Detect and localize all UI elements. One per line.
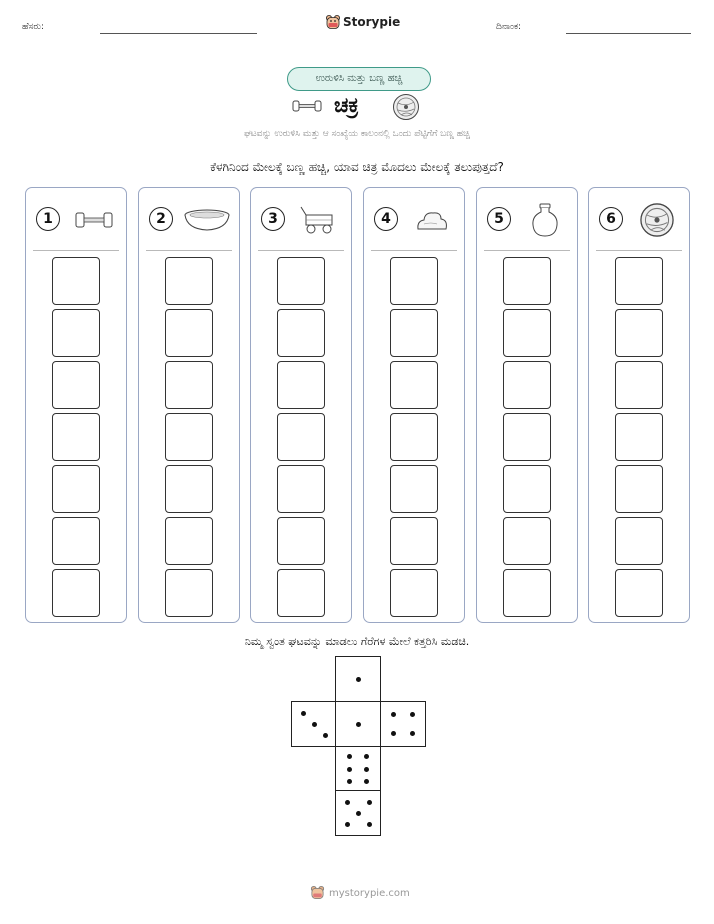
column-number: 4 [374,207,398,231]
color-box[interactable] [615,309,663,357]
color-box[interactable] [390,361,438,409]
name-label: ಹೆಸರು: [22,22,45,32]
color-box[interactable] [277,309,325,357]
color-box[interactable] [277,257,325,305]
dice-pip [345,822,350,827]
dice-pip [391,712,396,717]
bear-mascot-icon [325,14,341,31]
dice-face-1 [335,701,381,747]
dice-pip [364,779,369,784]
question-text: ಕೆಳಗಿನಿಂದ ಮೇಲಕ್ಕೆ ಬಣ್ಣ ಹಚ್ಚಿ, ಯಾವ ಚಿತ್ರ ಮೊದಲು ಮೇಲಕ್ಕೆ ತಲುಪುತ್ತದೆ? [210,160,504,174]
date-field-line[interactable] [566,33,691,34]
color-box[interactable] [615,569,663,617]
column-1 [25,187,127,623]
dice-pip [347,767,352,772]
column-divider [596,250,682,251]
wagon-icon [293,201,345,239]
dice-pip [312,722,317,727]
color-box[interactable] [52,309,100,357]
dice-pip [356,677,361,682]
name-field-line[interactable] [100,33,257,34]
color-box[interactable] [390,517,438,565]
column-number: 2 [149,207,173,231]
color-box[interactable] [390,257,438,305]
dice-pip [356,722,361,727]
color-box[interactable] [390,465,438,513]
column-divider [484,250,570,251]
page-title: ಚಕ್ರ [334,93,359,117]
dumbbell-icon [292,98,322,114]
column-6 [588,187,690,623]
color-box[interactable] [165,361,213,409]
dice-face-5 [335,790,381,836]
color-box[interactable] [52,517,100,565]
color-box[interactable] [615,465,663,513]
wooden-wheel-icon [631,201,683,239]
dice-pip [323,733,328,738]
column-divider [146,250,232,251]
color-box[interactable] [390,309,438,357]
dice-face-6 [335,746,381,792]
date-label: ದಿನಾಂಕ: [496,22,522,32]
vase-icon [519,201,571,239]
color-box[interactable] [165,413,213,461]
color-box[interactable] [277,413,325,461]
color-box[interactable] [165,465,213,513]
brand-name: Storypie [343,15,401,29]
color-box[interactable] [615,413,663,461]
color-box[interactable] [503,569,551,617]
column-number: 5 [487,207,511,231]
column-2 [138,187,240,623]
color-box[interactable] [615,517,663,565]
color-box[interactable] [165,569,213,617]
color-box[interactable] [165,257,213,305]
color-box[interactable] [277,569,325,617]
bowl-icon [181,201,233,239]
color-box[interactable] [615,257,663,305]
dice-pip [347,779,352,784]
dice-pip [367,822,372,827]
dice-face-1 [335,656,381,702]
color-box[interactable] [277,361,325,409]
dice-pip [410,731,415,736]
color-box[interactable] [165,309,213,357]
dice-pip [367,800,372,805]
color-box[interactable] [503,309,551,357]
column-number: 6 [599,207,623,231]
footer [310,885,410,903]
color-box[interactable] [390,569,438,617]
dough-icon [406,201,458,239]
column-5 [476,187,578,623]
bear-mascot-icon [310,885,325,901]
dice-face-4 [380,701,426,747]
color-box[interactable] [52,413,100,461]
dice-pip [356,811,361,816]
wooden-wheel-icon [392,93,420,121]
color-box[interactable] [503,257,551,305]
column-number: 1 [36,207,60,231]
color-box[interactable] [165,517,213,565]
color-box[interactable] [503,465,551,513]
dice-pip [391,731,396,736]
column-divider [258,250,344,251]
color-box[interactable] [390,413,438,461]
column-divider [371,250,457,251]
dumbbell-icon [68,201,120,239]
brand-logo [325,14,401,32]
column-4 [363,187,465,623]
instruction-text: ಘಟವನ್ನು ಉರುಳಿಸಿ ಮತ್ತು ಆ ಸಂಖ್ಯೆಯ ಕಾಲಂನಲ್ಲಿ ಒಂದು ಪೆಟ್ಟಿಗೆಗೆ ಬಣ್ಣ ಹಚ್ಚಿ [244,129,470,139]
dice-pip [410,712,415,717]
dice-instruction: ನಿಮ್ಮ ಸ್ವಂತ ಘಟವನ್ನು ಮಾಡಲು ಗೆರೆಗಳ ಮೇಲೆ ಕತ್ತರಿಸಿ ಮಡಚಿ. [244,635,470,648]
color-box[interactable] [503,413,551,461]
color-box[interactable] [503,361,551,409]
color-box[interactable] [615,361,663,409]
color-box[interactable] [277,465,325,513]
dice-pip [345,800,350,805]
color-box[interactable] [52,569,100,617]
color-box[interactable] [277,517,325,565]
activity-badge: ಉರುಳಿಸಿ ಮತ್ತು ಬಣ್ಣ ಹಚ್ಚಿ [287,67,431,91]
color-box[interactable] [52,257,100,305]
dice-pip [347,754,352,759]
dice-pip [301,711,306,716]
dice-face-3 [291,701,337,747]
color-box[interactable] [52,465,100,513]
footer-url[interactable]: mystorypie.com [329,888,410,899]
column-number: 3 [261,207,285,231]
color-box[interactable] [503,517,551,565]
column-divider [33,250,119,251]
column-3 [250,187,352,623]
color-box[interactable] [52,361,100,409]
dice-pip [364,754,369,759]
dice-pip [364,767,369,772]
